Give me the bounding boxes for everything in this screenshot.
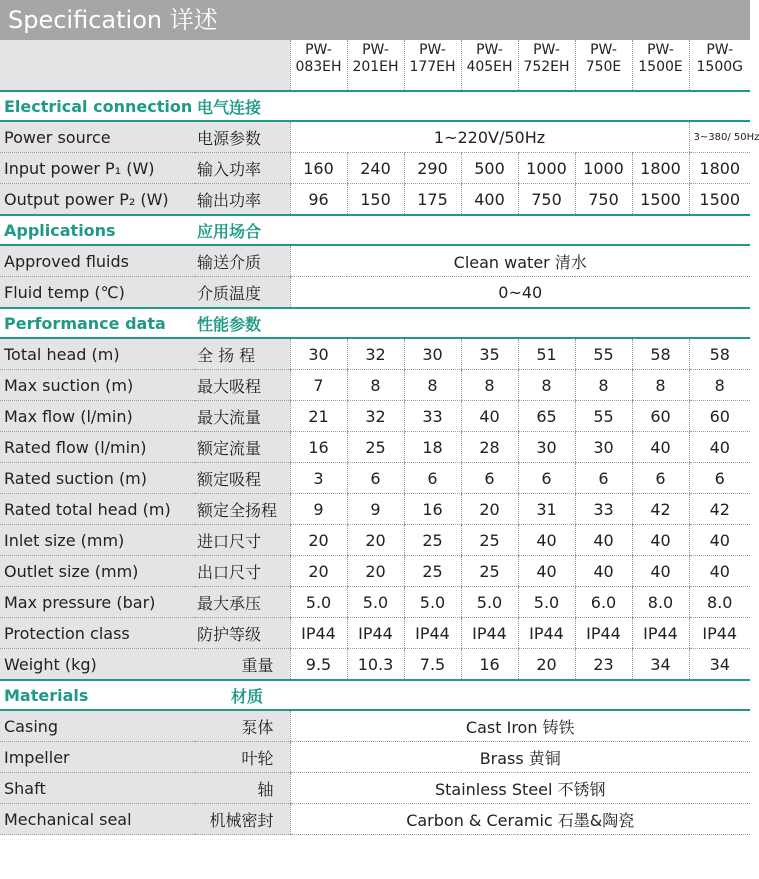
spec-label-cn: 输送介质 <box>195 245 290 277</box>
model-header-row <box>0 40 750 91</box>
spec-value: 34 <box>689 649 750 681</box>
spec-value: 175 <box>404 184 461 216</box>
spec-value: IP44 <box>518 618 575 649</box>
model-code: 083EH <box>295 59 342 75</box>
spec-label-en: Approved fluids <box>0 245 195 277</box>
model-code: 177EH <box>409 59 456 75</box>
spec-value: 34 <box>632 649 689 681</box>
spec-value: 23 <box>575 649 632 681</box>
spec-value: 3 <box>290 463 347 494</box>
spec-value-span: 1~220V/50Hz <box>290 121 689 153</box>
spec-value: 8.0 <box>689 587 750 618</box>
spec-value: 42 <box>689 494 750 525</box>
spec-value-span: Carbon & Ceramic 石墨&陶瓷 <box>290 804 750 835</box>
spec-label-cn: 最大流量 <box>195 401 290 432</box>
model-prefix: PW- <box>476 42 503 58</box>
spec-label-cn: 电源参数 <box>195 121 290 153</box>
section-title-en: Performance data <box>0 308 195 338</box>
spec-label-cn: 防护等级 <box>195 618 290 649</box>
spec-value: 33 <box>575 494 632 525</box>
section-title-cn: 材质 <box>195 680 750 710</box>
spec-value: 65 <box>518 401 575 432</box>
section-title-en: Applications <box>0 215 195 245</box>
spec-label-en: Max flow (l/min) <box>0 401 195 432</box>
model-name <box>461 40 518 91</box>
spec-value: 40 <box>575 525 632 556</box>
spec-value: 9.5 <box>290 649 347 681</box>
spec-value: IP44 <box>575 618 632 649</box>
spec-value: 1800 <box>689 153 750 184</box>
spec-value: 32 <box>347 338 404 370</box>
spec-row <box>0 494 750 525</box>
spec-value: 40 <box>518 556 575 587</box>
spec-row <box>0 245 750 277</box>
spec-value: 20 <box>347 556 404 587</box>
spec-value: 58 <box>689 338 750 370</box>
spec-label-en: Mechanical seal <box>0 804 195 835</box>
model-name <box>290 40 347 91</box>
section-title-en: Electrical connection <box>0 91 195 121</box>
page-title: Specification 详述 <box>0 0 750 40</box>
spec-value: 16 <box>290 432 347 463</box>
spec-row <box>0 432 750 463</box>
spec-label-en: Total head (m) <box>0 338 195 370</box>
spec-value-span: Stainless Steel 不锈钢 <box>290 773 750 804</box>
spec-label-cn: 额定流量 <box>195 432 290 463</box>
spec-value: 8 <box>518 370 575 401</box>
spec-value: 40 <box>689 525 750 556</box>
spec-label-cn: 额定全扬程 <box>195 494 290 525</box>
spec-label-cn: 最大承压 <box>195 587 290 618</box>
spec-value: IP44 <box>404 618 461 649</box>
model-header-spacer <box>0 40 290 91</box>
spec-value: 40 <box>632 432 689 463</box>
section-title-cn: 电气连接 <box>195 91 750 121</box>
spec-value: 5.0 <box>461 587 518 618</box>
section-title-cn: 性能参数 <box>195 308 750 338</box>
spec-value: 750 <box>575 184 632 216</box>
spec-value: 1000 <box>518 153 575 184</box>
spec-value: 6 <box>632 463 689 494</box>
spec-label-en: Output power P₂ (W) <box>0 184 195 216</box>
spec-label-cn: 叶轮 <box>195 742 290 773</box>
spec-value: 8 <box>347 370 404 401</box>
spec-value: 6 <box>575 463 632 494</box>
spec-value: 20 <box>461 494 518 525</box>
spec-value: 20 <box>290 525 347 556</box>
spec-label-cn: 输出功率 <box>195 184 290 216</box>
spec-value: 6 <box>689 463 750 494</box>
spec-value: 150 <box>347 184 404 216</box>
spec-label-en: Max pressure (bar) <box>0 587 195 618</box>
model-code: 752EH <box>523 59 570 75</box>
spec-value: 30 <box>290 338 347 370</box>
spec-value: 20 <box>290 556 347 587</box>
spec-value: 40 <box>632 556 689 587</box>
spec-value: 40 <box>461 401 518 432</box>
spec-label-en: Protection class <box>0 618 195 649</box>
spec-value: 5.0 <box>518 587 575 618</box>
spec-row <box>0 338 750 370</box>
spec-label-cn: 全 扬 程 <box>195 338 290 370</box>
model-prefix: PW- <box>362 42 389 58</box>
spec-value: 8 <box>632 370 689 401</box>
spec-value: 60 <box>632 401 689 432</box>
spec-value: 32 <box>347 401 404 432</box>
spec-value: 5.0 <box>290 587 347 618</box>
spec-value: 51 <box>518 338 575 370</box>
section-header <box>0 680 750 710</box>
spec-label-en: Weight (kg) <box>0 649 195 681</box>
spec-label-cn: 泵体 <box>195 710 290 742</box>
spec-value: 5.0 <box>347 587 404 618</box>
model-name <box>632 40 689 91</box>
spec-value: 96 <box>290 184 347 216</box>
model-prefix: PW- <box>533 42 560 58</box>
spec-value: 40 <box>632 525 689 556</box>
spec-value: 8 <box>689 370 750 401</box>
spec-value: 18 <box>404 432 461 463</box>
spec-value: 400 <box>461 184 518 216</box>
spec-value: 9 <box>290 494 347 525</box>
model-prefix: PW- <box>419 42 446 58</box>
spec-value: 25 <box>461 525 518 556</box>
section-title-en: Materials <box>0 680 195 710</box>
model-code: 405EH <box>466 59 513 75</box>
spec-value-span: Clean water 清水 <box>290 245 750 277</box>
spec-label-cn: 重量 <box>195 649 290 681</box>
spec-label-cn: 输入功率 <box>195 153 290 184</box>
specification-table <box>0 40 759 835</box>
spec-value: 40 <box>689 556 750 587</box>
spec-row <box>0 618 750 649</box>
spec-value: 33 <box>404 401 461 432</box>
spec-value: 16 <box>404 494 461 525</box>
spec-value: 8 <box>575 370 632 401</box>
spec-row <box>0 463 750 494</box>
spec-value: 160 <box>290 153 347 184</box>
spec-value: IP44 <box>347 618 404 649</box>
spec-value: 30 <box>575 432 632 463</box>
spec-value: 6 <box>518 463 575 494</box>
model-code: 201EH <box>352 59 399 75</box>
model-prefix: PW- <box>706 42 734 58</box>
spec-row <box>0 277 750 309</box>
spec-row <box>0 121 750 153</box>
spec-value: 35 <box>461 338 518 370</box>
spec-value: IP44 <box>689 618 750 649</box>
spec-value: 1500 <box>689 184 750 216</box>
spec-label-en: Rated flow (l/min) <box>0 432 195 463</box>
spec-label-cn: 介质温度 <box>195 277 290 309</box>
spec-value: 6 <box>404 463 461 494</box>
spec-value: 25 <box>404 556 461 587</box>
spec-value: 10.3 <box>347 649 404 681</box>
spec-value: 3~380/ 50Hz <box>689 121 750 153</box>
spec-label-cn: 机械密封 <box>195 804 290 835</box>
spec-row <box>0 773 750 804</box>
section-header <box>0 91 750 121</box>
spec-label-en: Input power P₁ (W) <box>0 153 195 184</box>
spec-label-cn: 进口尺寸 <box>195 525 290 556</box>
spec-row <box>0 184 750 216</box>
spec-value: 31 <box>518 494 575 525</box>
spec-label-cn: 额定吸程 <box>195 463 290 494</box>
spec-row <box>0 587 750 618</box>
spec-value: 25 <box>461 556 518 587</box>
spec-value: 55 <box>575 401 632 432</box>
spec-label-en: Casing <box>0 710 195 742</box>
spec-label-cn: 最大吸程 <box>195 370 290 401</box>
spec-value: 1800 <box>632 153 689 184</box>
spec-value: 5.0 <box>404 587 461 618</box>
model-name <box>404 40 461 91</box>
model-name <box>518 40 575 91</box>
spec-value: 40 <box>689 432 750 463</box>
section-title-cn: 应用场合 <box>195 215 750 245</box>
spec-value: 40 <box>518 525 575 556</box>
spec-value: 25 <box>347 432 404 463</box>
spec-value: 6.0 <box>575 587 632 618</box>
spec-label-cn: 轴 <box>195 773 290 804</box>
spec-value: 7 <box>290 370 347 401</box>
spec-value: 42 <box>632 494 689 525</box>
spec-row <box>0 525 750 556</box>
spec-row <box>0 370 750 401</box>
spec-value: 30 <box>518 432 575 463</box>
spec-label-en: Inlet size (mm) <box>0 525 195 556</box>
spec-label-en: Fluid temp (℃) <box>0 277 195 309</box>
model-prefix: PW- <box>305 42 332 58</box>
spec-row <box>0 401 750 432</box>
model-code: 750E <box>585 59 622 75</box>
model-name <box>689 40 750 91</box>
spec-value: 8 <box>461 370 518 401</box>
model-name <box>347 40 404 91</box>
spec-value: IP44 <box>632 618 689 649</box>
spec-label-en: Rated total head (m) <box>0 494 195 525</box>
spec-label-cn: 出口尺寸 <box>195 556 290 587</box>
spec-value-span: Cast Iron 铸铁 <box>290 710 750 742</box>
model-code: 1500G <box>696 59 743 75</box>
spec-value: 28 <box>461 432 518 463</box>
spec-value: 40 <box>575 556 632 587</box>
section-header <box>0 215 750 245</box>
spec-value: 25 <box>404 525 461 556</box>
spec-value: 6 <box>347 463 404 494</box>
spec-value: 21 <box>290 401 347 432</box>
spec-value: 9 <box>347 494 404 525</box>
model-prefix: PW- <box>647 42 674 58</box>
spec-label-en: Shaft <box>0 773 195 804</box>
spec-row <box>0 556 750 587</box>
spec-label-en: Power source <box>0 121 195 153</box>
spec-label-en: Outlet size (mm) <box>0 556 195 587</box>
spec-value-span: 0~40 <box>290 277 750 309</box>
spec-label-en: Rated suction (m) <box>0 463 195 494</box>
spec-row <box>0 742 750 773</box>
spec-row <box>0 710 750 742</box>
spec-row <box>0 649 750 681</box>
section-header <box>0 308 750 338</box>
spec-value: 240 <box>347 153 404 184</box>
spec-row <box>0 804 750 835</box>
spec-value: 7.5 <box>404 649 461 681</box>
spec-value: 20 <box>518 649 575 681</box>
spec-value: 55 <box>575 338 632 370</box>
spec-value: 60 <box>689 401 750 432</box>
spec-value: 8.0 <box>632 587 689 618</box>
spec-value: 8 <box>404 370 461 401</box>
spec-value: 6 <box>461 463 518 494</box>
spec-value: IP44 <box>290 618 347 649</box>
spec-value: 1500 <box>632 184 689 216</box>
spec-value: 290 <box>404 153 461 184</box>
spec-value: 750 <box>518 184 575 216</box>
spec-value: IP44 <box>461 618 518 649</box>
spec-value: 30 <box>404 338 461 370</box>
model-prefix: PW- <box>590 42 617 58</box>
spec-value: 16 <box>461 649 518 681</box>
spec-value: 20 <box>347 525 404 556</box>
spec-label-en: Max suction (m) <box>0 370 195 401</box>
spec-value: 58 <box>632 338 689 370</box>
model-name <box>575 40 632 91</box>
spec-value-span: Brass 黄铜 <box>290 742 750 773</box>
spec-row <box>0 153 750 184</box>
spec-value: 500 <box>461 153 518 184</box>
spec-value: 1000 <box>575 153 632 184</box>
spec-label-en: Impeller <box>0 742 195 773</box>
model-code: 1500E <box>638 59 683 75</box>
